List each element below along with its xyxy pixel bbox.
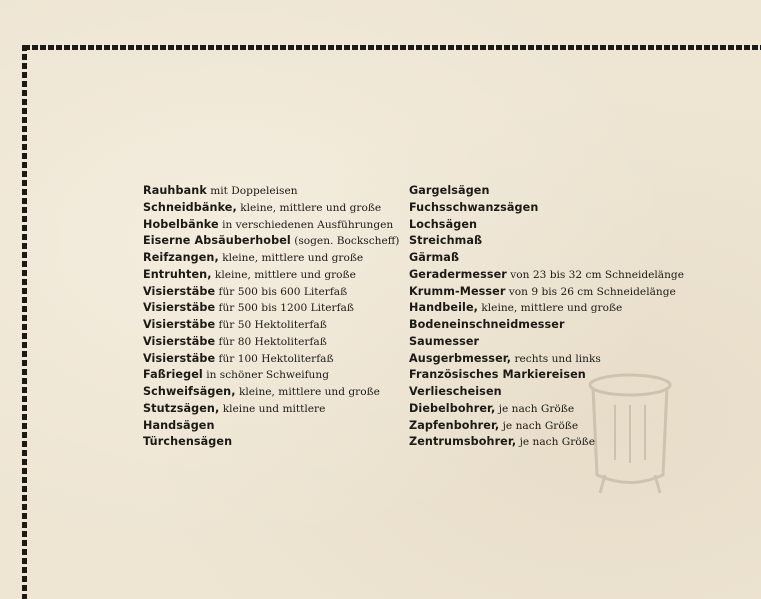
list-item (143, 417, 403, 434)
item-name: Türchensägen (143, 435, 233, 449)
item-description: für 50 Hektoliterfaß (215, 319, 327, 331)
list-item (409, 350, 709, 367)
item-name: Fuchsschwanzsägen (409, 200, 539, 214)
list-item (143, 216, 403, 233)
item-name: Krumm-Messer (409, 284, 506, 298)
list-item (143, 316, 403, 333)
list-item (143, 333, 403, 350)
list-item (409, 433, 709, 450)
list-item (409, 417, 709, 434)
item-name: Schweifsägen, (143, 385, 236, 398)
item-name: Französisches Markiereisen (409, 368, 586, 382)
list-item (143, 283, 403, 300)
item-description: von 23 bis 32 cm Schneidelänge (506, 268, 684, 281)
item-name: Entruhten, (143, 267, 212, 281)
item-description: für 100 Hektoliterfaß (215, 352, 334, 365)
list-item (409, 216, 709, 233)
item-name: Gärmaß (409, 251, 460, 264)
item-description: für 500 bis 1200 Literfaß (215, 302, 354, 315)
item-name: Zapfenbohrer, (409, 418, 500, 432)
list-item (143, 366, 403, 383)
item-description: mit Doppeleisen (206, 185, 298, 197)
item-name: Zentrumsbohrer, (409, 435, 517, 449)
item-description: kleine, mittlere und große (236, 201, 382, 214)
list-item (409, 383, 709, 400)
item-description: kleine, mittlere und große (235, 386, 380, 398)
item-description: je nach Größe (495, 402, 575, 415)
item-name: Hobelbänke (143, 217, 219, 231)
list-item (409, 299, 709, 316)
list-item (143, 383, 403, 400)
item-description: in verschiedenen Ausführungen (218, 218, 394, 231)
item-name: Diebelbohrer, (409, 401, 496, 415)
left-column-list (143, 182, 403, 450)
list-item (409, 266, 709, 283)
item-name: Streichmaß (409, 234, 483, 248)
item-name: Gargelsägen (409, 184, 490, 197)
item-name: Reifzangen, (143, 251, 219, 264)
list-item (143, 266, 403, 283)
list-item (409, 333, 709, 350)
list-item (409, 400, 709, 417)
item-name: Saumesser (409, 334, 480, 348)
right-column-list (409, 182, 709, 450)
list-item (409, 249, 709, 266)
item-description: rechts und links (511, 352, 601, 365)
item-name: Verliescheisen (409, 385, 502, 398)
list-item (143, 299, 403, 316)
list-item (409, 182, 709, 199)
list-item (143, 182, 403, 199)
item-description: (sogen. Bockscheff) (290, 235, 400, 248)
item-name: Geradermesser (409, 267, 507, 281)
list-item (409, 199, 709, 216)
item-description: je nach Größe (516, 436, 596, 449)
list-item (409, 316, 709, 333)
item-name: Visierstäbe (143, 301, 216, 315)
list-item (409, 232, 709, 249)
list-item (143, 249, 403, 266)
list-item (409, 366, 709, 383)
item-name: Visierstäbe (143, 334, 216, 348)
dotted-border-left (22, 45, 27, 599)
item-description: kleine, mittlere und große (218, 252, 364, 264)
item-description: je nach Größe (499, 419, 579, 432)
dotted-border-top (24, 45, 761, 50)
item-name: Stutzsägen, (143, 401, 220, 415)
item-name: Visierstäbe (143, 351, 216, 365)
item-description: in schöner Schweifung (202, 369, 329, 382)
item-name: Visierstäbe (143, 284, 216, 298)
item-name: Lochsägen (409, 217, 478, 231)
list-item (409, 283, 709, 300)
list-item (143, 199, 403, 216)
item-name: Faßriegel (143, 368, 203, 382)
item-description: kleine, mittlere und große (211, 268, 356, 281)
list-item (143, 433, 403, 450)
list-item (143, 232, 403, 249)
list-item (143, 400, 403, 417)
item-name: Visierstäbe (143, 318, 216, 331)
item-description: für 80 Hektoliterfaß (215, 335, 327, 348)
item-name: Ausgerbmesser, (409, 351, 512, 365)
item-name: Rauhbank (143, 184, 207, 197)
item-name: Eiserne Absäuberhobel (143, 234, 291, 248)
item-name: Bodeneinschneidmesser (409, 318, 565, 331)
item-name: Schneidbänke, (143, 200, 237, 214)
item-name: Handsägen (143, 418, 215, 432)
list-item (143, 350, 403, 367)
item-name: Handbeile, (409, 301, 478, 315)
item-description: für 500 bis 600 Literfaß (215, 285, 348, 298)
item-description: kleine, mittlere und große (478, 302, 623, 315)
item-description: kleine und mittlere (219, 402, 326, 415)
item-description: von 9 bis 26 cm Schneidelänge (505, 285, 676, 298)
